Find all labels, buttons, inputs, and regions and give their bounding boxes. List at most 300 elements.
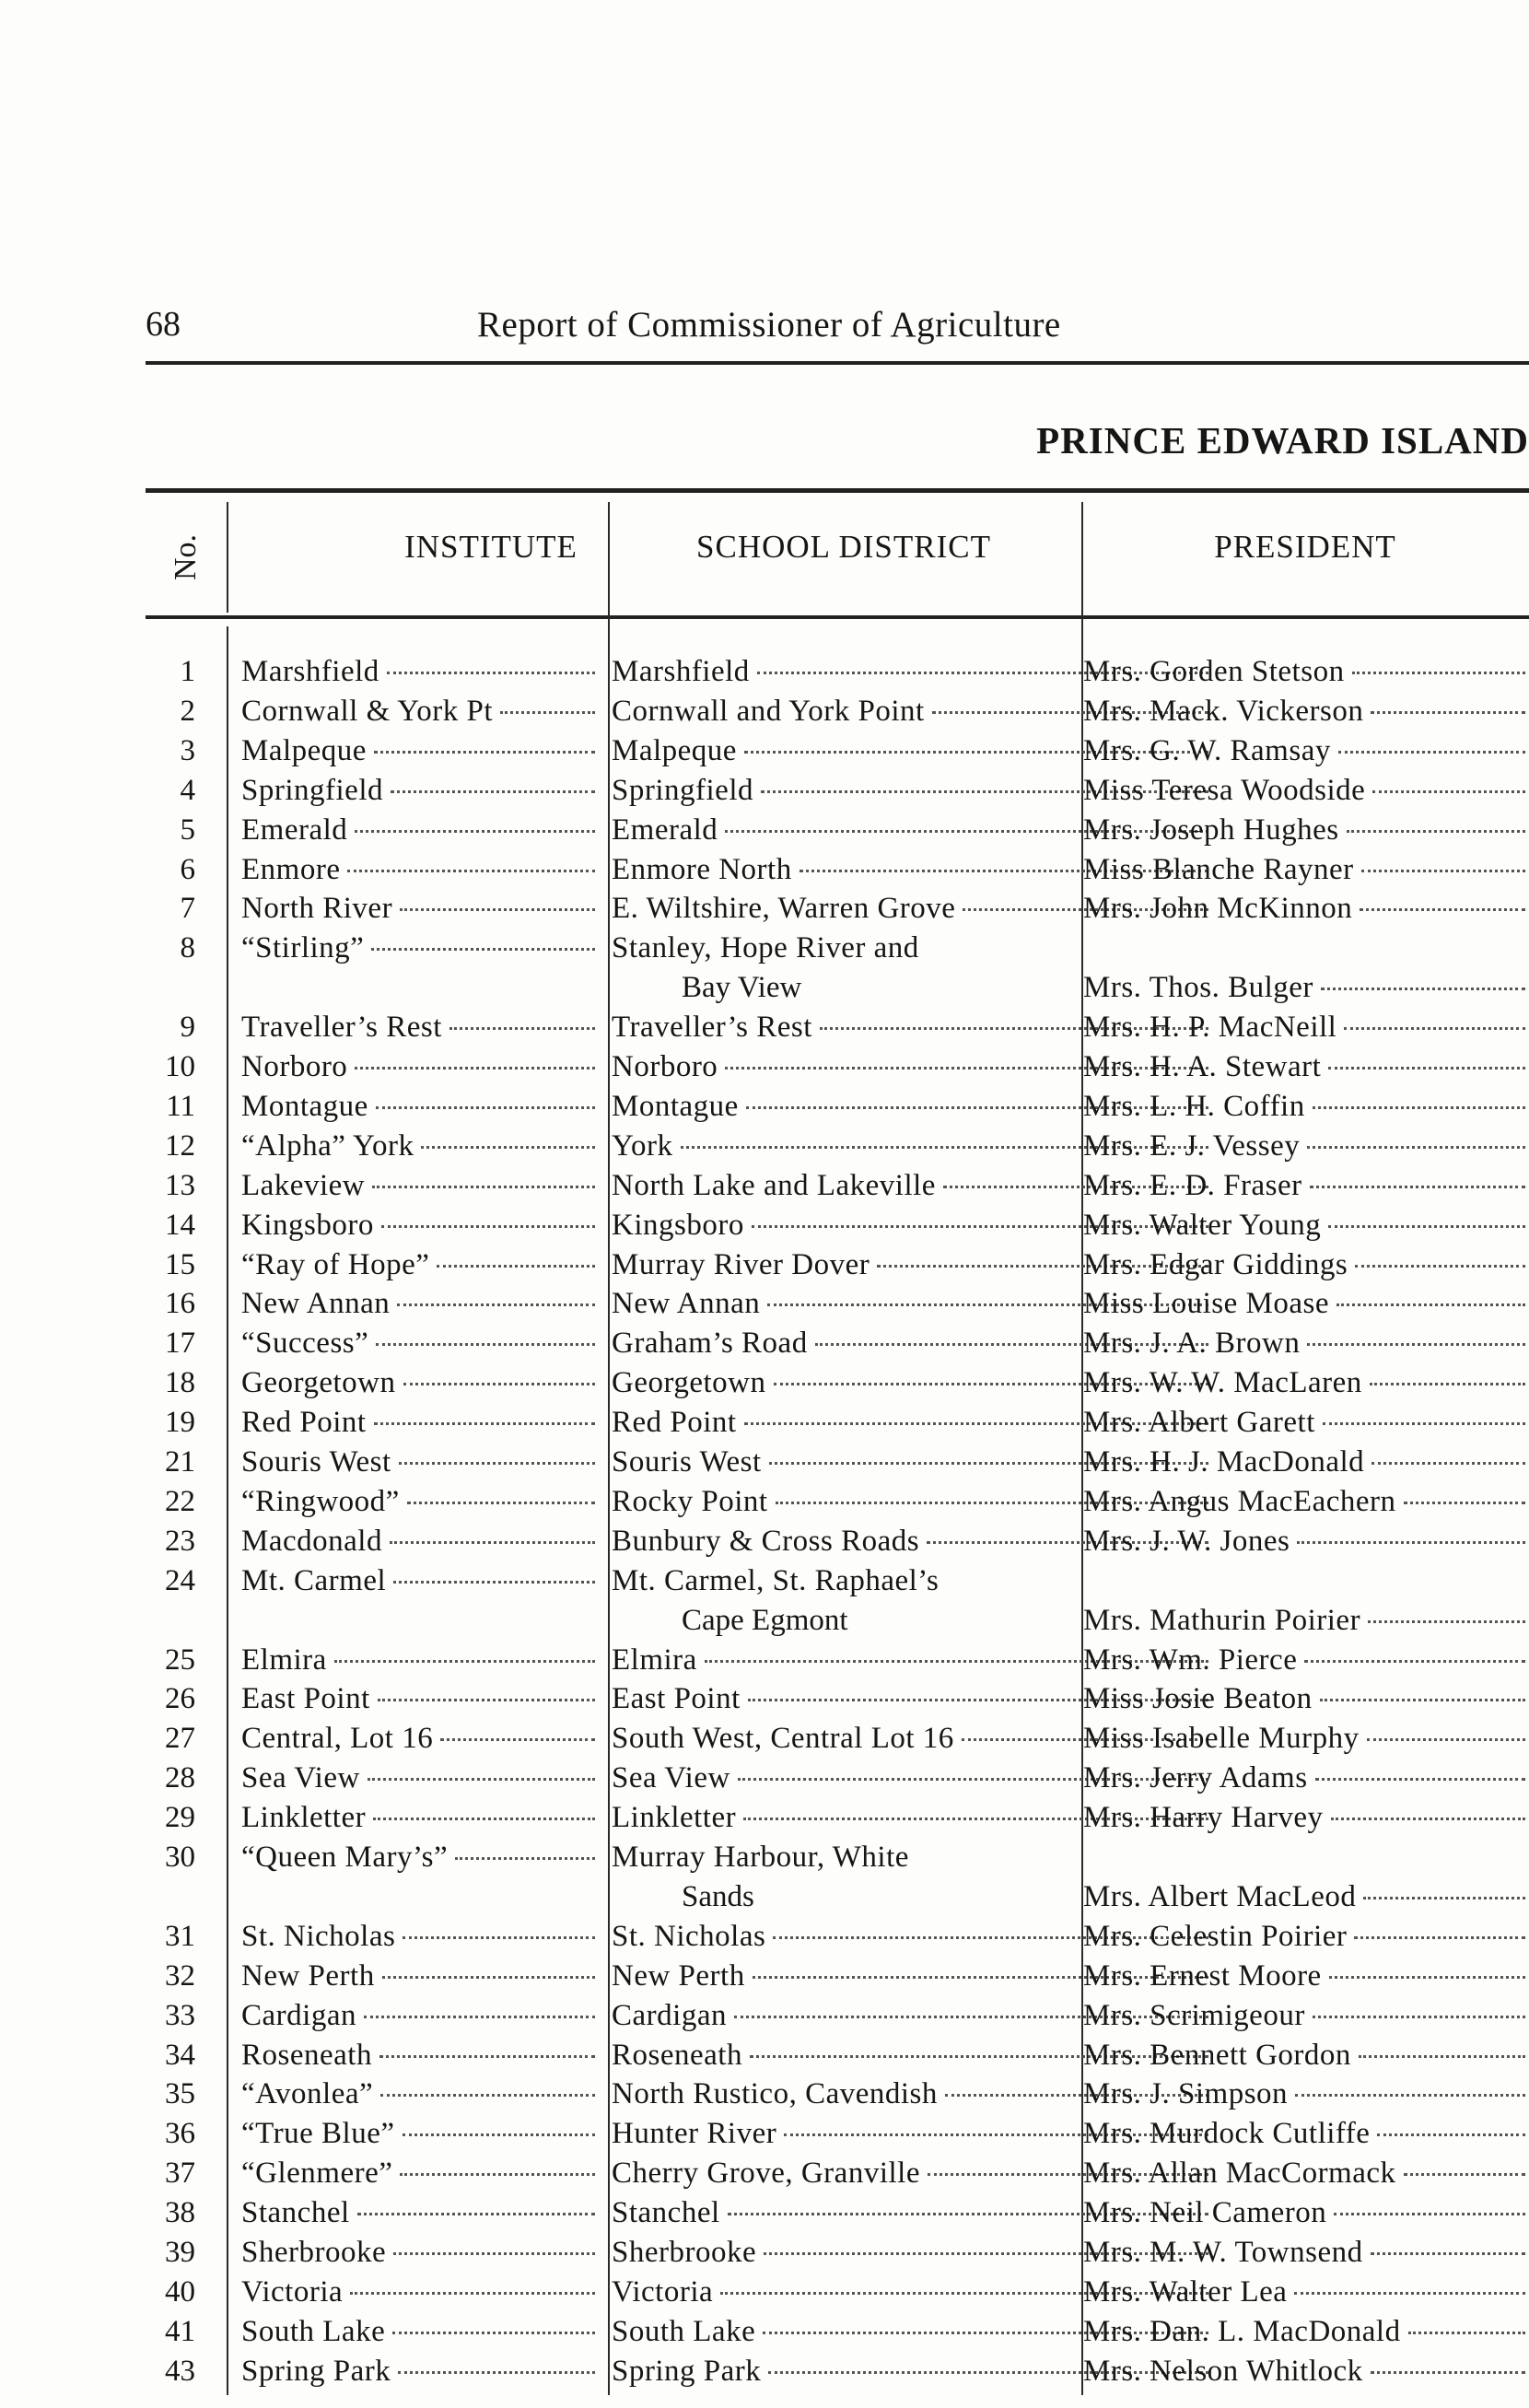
institute-cell bbox=[241, 1798, 599, 1837]
president-name: Mrs. W. W. MacLaren bbox=[1083, 1366, 1362, 1400]
row-number: 33 bbox=[165, 1998, 195, 2032]
president-name: Mrs. Ernest Moore bbox=[1083, 1958, 1322, 1993]
row-number: 2 bbox=[180, 694, 195, 728]
institute-name: “Ray of Hope” bbox=[241, 1247, 430, 1281]
leader-dots bbox=[1408, 2332, 1525, 2334]
institute-name: Cardigan bbox=[241, 1998, 356, 2032]
institute-name: Roseneath bbox=[241, 2038, 372, 2072]
leader-dots bbox=[371, 948, 595, 951]
leader-dots bbox=[379, 2055, 595, 2058]
institute-name: “Stirling” bbox=[241, 931, 365, 965]
leader-dots bbox=[1371, 711, 1525, 714]
leader-dots bbox=[440, 1738, 595, 1741]
president-name: Mrs. J. Simpson bbox=[1083, 2077, 1289, 2111]
institute-cell bbox=[241, 1008, 599, 1046]
president-name: Mrs. Joseph Hughes bbox=[1083, 812, 1339, 847]
school-district-name: Marshfield bbox=[612, 655, 750, 688]
column-divider bbox=[227, 626, 228, 2395]
institute-cell bbox=[241, 1324, 599, 1362]
president-cell bbox=[1083, 968, 1529, 1007]
president-name: Mrs. E. D. Fraser bbox=[1083, 1168, 1302, 1202]
leader-dots bbox=[368, 1778, 595, 1781]
leader-dots bbox=[1315, 1778, 1525, 1781]
school-district-name: Cornwall and York Point bbox=[612, 694, 925, 728]
leader-dots bbox=[403, 2133, 595, 2136]
school-district-name: Cardigan bbox=[612, 1998, 727, 2032]
running-title: Report of Commissioner of Agriculture bbox=[477, 305, 1061, 345]
institute-name: Kingsboro bbox=[241, 1208, 374, 1242]
institute-name: Lakeview bbox=[241, 1168, 366, 1202]
institute-name: Mt. Carmel bbox=[241, 1563, 387, 1597]
institute-name: East Point bbox=[241, 1682, 370, 1716]
institute-cell bbox=[241, 1363, 599, 1402]
leader-dots bbox=[1371, 2371, 1525, 2374]
school-district-cell bbox=[612, 1561, 1212, 1600]
president-cell bbox=[1083, 2114, 1529, 2153]
row-number: 19 bbox=[165, 1406, 195, 1440]
president-name: Mrs. Edgar Giddings bbox=[1083, 1247, 1348, 1281]
institute-cell bbox=[241, 2154, 599, 2192]
institute-cell bbox=[241, 2233, 599, 2272]
president-cell bbox=[1083, 1957, 1529, 1995]
president-cell bbox=[1083, 731, 1529, 770]
institute-name: New Perth bbox=[241, 1958, 375, 1993]
institute-cell bbox=[241, 1127, 599, 1165]
institute-name: Georgetown bbox=[241, 1366, 396, 1400]
school-district-name: Springfield bbox=[612, 773, 753, 807]
school-district-name: Traveller’s Rest bbox=[612, 1011, 812, 1045]
leader-dots bbox=[397, 1303, 595, 1306]
institute-name: North River bbox=[241, 892, 393, 926]
leader-dots bbox=[1372, 790, 1525, 793]
president-name: Mrs. Mathurin Poirier bbox=[1083, 1603, 1361, 1637]
row-number: 25 bbox=[165, 1642, 195, 1677]
row-number: 39 bbox=[165, 2236, 195, 2269]
president-cell bbox=[1083, 2193, 1529, 2232]
president-name: Mrs. L. H. Coffin bbox=[1083, 1089, 1305, 1123]
president-cell bbox=[1083, 1522, 1529, 1561]
leader-dots bbox=[1295, 2094, 1525, 2097]
president-cell bbox=[1083, 1284, 1529, 1323]
school-district-name: North Lake and Lakeville bbox=[612, 1168, 936, 1202]
president-name: Mrs. Allan MacCormack bbox=[1083, 2157, 1396, 2191]
president-cell bbox=[1083, 1601, 1529, 1640]
institute-name: “True Blue” bbox=[241, 2117, 395, 2151]
leader-dots bbox=[355, 830, 595, 833]
row-number: 32 bbox=[165, 1958, 195, 1993]
school-district-name: Linkletter bbox=[612, 1801, 737, 1835]
school-district-name: Hunter River bbox=[612, 2117, 777, 2151]
school-district-name: South Lake bbox=[612, 2314, 756, 2348]
row-number: 15 bbox=[165, 1247, 195, 1281]
institute-name: “Avonlea” bbox=[241, 2077, 374, 2111]
column-divider bbox=[227, 502, 228, 613]
president-name: Mrs. Albert Garett bbox=[1083, 1406, 1315, 1440]
institute-name: Souris West bbox=[241, 1445, 391, 1479]
president-name: Mrs. Harry Harvey bbox=[1083, 1801, 1324, 1835]
school-district-name: Graham’s Road bbox=[612, 1327, 808, 1361]
president-cell bbox=[1083, 652, 1529, 691]
institute-name: “Ringwood” bbox=[241, 1484, 400, 1518]
leader-dots bbox=[372, 1186, 595, 1188]
institute-cell bbox=[241, 2352, 599, 2390]
leader-dots bbox=[1352, 672, 1525, 674]
column-header-institute: INSTITUTE bbox=[404, 529, 578, 565]
institute-name: Malpeque bbox=[241, 733, 367, 767]
president-cell bbox=[1083, 2312, 1529, 2351]
president-cell bbox=[1083, 692, 1529, 731]
president-cell bbox=[1083, 889, 1529, 928]
leader-dots bbox=[393, 1581, 595, 1584]
institute-name: Stanchel bbox=[241, 2196, 350, 2230]
institute-cell bbox=[241, 2036, 599, 2075]
leader-dots bbox=[1323, 1422, 1525, 1425]
row-number: 30 bbox=[165, 1841, 195, 1874]
leader-dots bbox=[347, 870, 595, 872]
president-name: Mrs. Nelson Whitlock bbox=[1083, 2354, 1363, 2388]
school-district-name: Mt. Carmel, St. Raphael’s bbox=[612, 1563, 940, 1597]
president-name: Mrs. M. W. Townsend bbox=[1083, 2236, 1363, 2269]
institute-name: Red Point bbox=[241, 1406, 367, 1440]
row-number: 37 bbox=[165, 2157, 195, 2191]
institute-cell bbox=[241, 1957, 599, 1995]
school-district-name: Georgetown bbox=[612, 1366, 766, 1400]
president-cell bbox=[1083, 1759, 1529, 1797]
president-cell bbox=[1083, 1877, 1529, 1916]
school-district-name: Sands bbox=[682, 1879, 754, 1913]
leader-dots bbox=[403, 1383, 595, 1385]
row-number: 29 bbox=[165, 1801, 195, 1835]
leader-dots bbox=[1328, 1067, 1525, 1070]
leader-dots bbox=[357, 2213, 595, 2215]
institute-name: St. Nicholas bbox=[241, 1919, 396, 1953]
president-cell bbox=[1083, 2036, 1529, 2075]
president-cell bbox=[1083, 1719, 1529, 1758]
president-name: Mrs. Walter Young bbox=[1083, 1208, 1322, 1242]
row-number: 36 bbox=[165, 2117, 195, 2151]
row-number: 1 bbox=[180, 655, 195, 688]
leader-dots bbox=[1321, 988, 1525, 990]
school-district-name: Souris West bbox=[612, 1445, 762, 1479]
row-number: 3 bbox=[180, 733, 195, 767]
row-number: 27 bbox=[165, 1722, 195, 1756]
president-name: Mrs. Scrimigeour bbox=[1083, 1998, 1305, 2032]
school-district-name: Kingsboro bbox=[612, 1208, 744, 1242]
leader-dots bbox=[391, 790, 595, 793]
institute-name: Norboro bbox=[241, 1050, 348, 1083]
institute-name: Linkletter bbox=[241, 1801, 367, 1835]
school-district-name: E. Wiltshire, Warren Grove bbox=[612, 892, 956, 926]
president-cell bbox=[1083, 1482, 1529, 1521]
school-district-name: Roseneath bbox=[612, 2038, 742, 2072]
president-cell bbox=[1083, 1917, 1529, 1956]
row-number: 43 bbox=[165, 2354, 195, 2388]
row-number: 22 bbox=[165, 1484, 195, 1518]
institute-name: “Queen Mary’s” bbox=[241, 1841, 449, 1874]
row-number: 8 bbox=[180, 931, 195, 965]
institute-name: Enmore bbox=[241, 852, 341, 886]
leader-dots bbox=[374, 751, 595, 754]
institute-cell bbox=[241, 1245, 599, 1284]
school-district-name: South West, Central Lot 16 bbox=[612, 1722, 954, 1756]
school-district-name: Emerald bbox=[612, 812, 718, 847]
table-header bbox=[146, 497, 1529, 613]
institute-cell bbox=[241, 2075, 599, 2113]
institute-cell bbox=[241, 1284, 599, 1323]
leader-dots bbox=[1368, 1620, 1525, 1623]
president-cell bbox=[1083, 2154, 1529, 2192]
row-number: 34 bbox=[165, 2038, 195, 2072]
leader-dots bbox=[1359, 2055, 1525, 2058]
school-district-name: St. Nicholas bbox=[612, 1919, 766, 1953]
row-number: 21 bbox=[165, 1445, 195, 1479]
institute-cell bbox=[241, 1561, 599, 1600]
leader-dots bbox=[355, 1067, 595, 1070]
institute-cell bbox=[241, 1087, 599, 1126]
president-cell bbox=[1083, 1166, 1529, 1205]
column-divider bbox=[608, 502, 610, 2395]
president-name: Miss Isabelle Murphy bbox=[1083, 1722, 1360, 1756]
school-district-name: Bay View bbox=[682, 971, 802, 1005]
leader-dots bbox=[392, 2332, 595, 2334]
institute-cell bbox=[241, 731, 599, 770]
institute-name: Elmira bbox=[241, 1642, 327, 1677]
leader-dots bbox=[449, 1027, 595, 1030]
institute-cell bbox=[241, 1403, 599, 1442]
institute-name: Cornwall & York Pt bbox=[241, 694, 494, 728]
institute-cell bbox=[241, 1443, 599, 1481]
leader-dots bbox=[1371, 2252, 1525, 2255]
leader-dots bbox=[1313, 1106, 1525, 1109]
leader-dots bbox=[374, 1422, 595, 1425]
leader-dots bbox=[1307, 1146, 1525, 1149]
institute-name: Montague bbox=[241, 1089, 368, 1123]
president-cell bbox=[1083, 1047, 1529, 1086]
leader-dots bbox=[399, 1462, 595, 1465]
leader-dots bbox=[1320, 1699, 1525, 1701]
leader-dots bbox=[407, 1502, 595, 1504]
school-district-name: New Perth bbox=[612, 1958, 745, 1993]
institute-cell bbox=[241, 1759, 599, 1797]
leader-dots bbox=[398, 2371, 595, 2374]
institute-name: Sea View bbox=[241, 1761, 360, 1795]
institute-name: New Annan bbox=[241, 1287, 391, 1321]
row-number: 4 bbox=[180, 773, 195, 807]
president-cell bbox=[1083, 771, 1529, 810]
president-cell bbox=[1083, 1403, 1529, 1442]
leader-dots bbox=[1331, 1818, 1526, 1820]
president-name: Mrs. Murdock Cutliffe bbox=[1083, 2117, 1371, 2151]
page-number: 68 bbox=[146, 305, 181, 344]
institute-name: Sherbrooke bbox=[241, 2236, 387, 2269]
school-district-name: Malpeque bbox=[612, 733, 737, 767]
row-number: 23 bbox=[165, 1524, 195, 1558]
leader-dots bbox=[1313, 2016, 1525, 2018]
institute-name: Springfield bbox=[241, 773, 383, 807]
leader-dots bbox=[350, 2292, 595, 2295]
school-district-name: Victoria bbox=[612, 2274, 714, 2309]
institute-name: South Lake bbox=[241, 2314, 386, 2348]
school-district-name: Sea View bbox=[612, 1761, 730, 1795]
president-name: Mrs. J. W. Jones bbox=[1083, 1524, 1290, 1558]
president-cell bbox=[1083, 2233, 1529, 2272]
row-number: 18 bbox=[165, 1366, 195, 1400]
president-name: Mrs. Jerry Adams bbox=[1083, 1761, 1308, 1795]
president-cell bbox=[1083, 811, 1529, 849]
school-district-name: North Rustico, Cavendish bbox=[612, 2077, 938, 2111]
institute-cell bbox=[241, 652, 599, 691]
president-name: Miss Louise Moase bbox=[1083, 1287, 1329, 1321]
leader-dots bbox=[382, 1976, 595, 1979]
school-district-cell bbox=[612, 929, 1212, 967]
school-district-name: Cherry Grove, Granville bbox=[612, 2157, 920, 2191]
leader-dots bbox=[1355, 1265, 1525, 1268]
leader-dots bbox=[1367, 1738, 1525, 1741]
table-header-rule bbox=[146, 615, 1529, 619]
school-district-name: Elmira bbox=[612, 1642, 697, 1677]
president-cell bbox=[1083, 1996, 1529, 2035]
president-name: Mrs. Albert MacLeod bbox=[1083, 1879, 1357, 1913]
school-district-name: Cape Egmont bbox=[682, 1603, 848, 1637]
leader-dots bbox=[1360, 908, 1525, 911]
school-district-name: York bbox=[612, 1128, 673, 1163]
leader-dots bbox=[373, 1818, 595, 1820]
institute-name: Marshfield bbox=[241, 655, 379, 688]
president-name: Mrs. H. J. MacDonald bbox=[1083, 1445, 1365, 1479]
row-number: 10 bbox=[165, 1050, 195, 1083]
row-number: 16 bbox=[165, 1287, 195, 1321]
row-number: 40 bbox=[165, 2274, 195, 2309]
school-district-name: Red Point bbox=[612, 1406, 737, 1440]
leader-dots bbox=[1363, 1897, 1525, 1900]
president-name: Miss Blanche Rayner bbox=[1083, 852, 1354, 886]
row-number: 24 bbox=[165, 1563, 195, 1597]
leader-dots bbox=[1404, 2173, 1525, 2176]
school-district-name: Stanchel bbox=[612, 2196, 720, 2230]
leader-dots bbox=[1377, 2133, 1525, 2136]
row-number: 5 bbox=[180, 812, 195, 847]
president-cell bbox=[1083, 2273, 1529, 2311]
leader-dots bbox=[393, 2252, 595, 2255]
president-cell bbox=[1083, 1679, 1529, 1718]
institute-cell bbox=[241, 1522, 599, 1561]
institute-cell bbox=[241, 811, 599, 849]
school-district-name: East Point bbox=[612, 1682, 741, 1716]
row-number: 28 bbox=[165, 1761, 195, 1795]
institute-name: “Glenmere” bbox=[241, 2157, 393, 2191]
leader-dots bbox=[437, 1265, 595, 1268]
institute-name: “Success” bbox=[241, 1327, 369, 1361]
leader-dots bbox=[364, 2016, 595, 2018]
president-name: Mrs. Gorden Stetson bbox=[1083, 655, 1345, 688]
school-district-name: Bunbury & Cross Roads bbox=[612, 1524, 920, 1558]
president-name: Miss Josie Beaton bbox=[1083, 1682, 1313, 1716]
leader-dots bbox=[455, 1857, 595, 1860]
leader-dots bbox=[390, 1541, 595, 1544]
table-top-rule bbox=[146, 488, 1529, 493]
president-name: Mrs. J. A. Brown bbox=[1083, 1327, 1301, 1361]
institute-cell bbox=[241, 1719, 599, 1758]
school-district-name: Spring Park bbox=[612, 2354, 762, 2388]
president-name: Mrs. G. W. Ramsay bbox=[1083, 733, 1331, 767]
president-name: Mrs. Thos. Bulger bbox=[1083, 971, 1313, 1005]
leader-dots bbox=[400, 908, 595, 911]
president-cell bbox=[1083, 2352, 1529, 2390]
row-number: 14 bbox=[165, 1208, 195, 1242]
leader-dots bbox=[1338, 751, 1525, 754]
leader-dots bbox=[1328, 1225, 1525, 1228]
column-header-president: PRESIDENT bbox=[1214, 529, 1396, 565]
institute-cell bbox=[241, 929, 599, 967]
president-cell bbox=[1083, 1641, 1529, 1679]
row-number: 6 bbox=[180, 852, 195, 886]
institute-cell bbox=[241, 850, 599, 889]
president-name: Mrs. E. J. Vessey bbox=[1083, 1128, 1301, 1163]
leader-dots bbox=[1336, 1303, 1525, 1306]
institute-cell bbox=[241, 771, 599, 810]
president-cell bbox=[1083, 1324, 1529, 1362]
leader-dots bbox=[1370, 1383, 1525, 1385]
row-number: 13 bbox=[165, 1168, 195, 1202]
leader-dots bbox=[1371, 1462, 1525, 1465]
school-district-name: Stanley, Hope River and bbox=[612, 931, 919, 965]
leader-dots bbox=[421, 1146, 595, 1149]
institute-cell bbox=[241, 2312, 599, 2351]
leader-dots bbox=[380, 2094, 595, 2097]
leader-dots bbox=[376, 1106, 595, 1109]
president-name: Mrs. H. P. MacNeill bbox=[1083, 1011, 1337, 1045]
president-name: Mrs. John McKinnon bbox=[1083, 892, 1353, 926]
row-number: 11 bbox=[166, 1089, 195, 1123]
president-name: Mrs. Walter Lea bbox=[1083, 2274, 1288, 2309]
row-number: 38 bbox=[165, 2196, 195, 2230]
row-number: 35 bbox=[165, 2077, 195, 2111]
leader-dots bbox=[400, 2173, 595, 2176]
school-district-name: Rocky Point bbox=[612, 1484, 768, 1518]
institute-cell bbox=[241, 889, 599, 928]
column-header-no: No. bbox=[169, 533, 203, 581]
leader-dots bbox=[1304, 1660, 1525, 1663]
leader-dots bbox=[500, 711, 595, 714]
leader-dots bbox=[1344, 1027, 1525, 1030]
institute-cell bbox=[241, 1166, 599, 1205]
school-district-name: Enmore North bbox=[612, 852, 792, 886]
institute-cell bbox=[241, 1679, 599, 1718]
president-name: Mrs. Mack. Vickerson bbox=[1083, 694, 1364, 728]
president-cell bbox=[1083, 1245, 1529, 1284]
leader-dots bbox=[378, 1699, 595, 1701]
institute-cell bbox=[241, 2114, 599, 2153]
institute-cell bbox=[241, 1482, 599, 1521]
institute-name: Spring Park bbox=[241, 2354, 391, 2388]
president-cell bbox=[1083, 2075, 1529, 2113]
institute-cell bbox=[241, 1917, 599, 1956]
leader-dots bbox=[1347, 830, 1525, 833]
institute-cell bbox=[241, 2273, 599, 2311]
row-number: 7 bbox=[180, 892, 195, 926]
leader-dots bbox=[1334, 2213, 1525, 2215]
institute-name: “Alpha” York bbox=[241, 1128, 414, 1163]
leader-dots bbox=[1354, 1936, 1525, 1939]
school-district-name: Norboro bbox=[612, 1050, 718, 1083]
president-name: Miss Teresa Woodside bbox=[1083, 773, 1366, 807]
column-header-school-district: SCHOOL DISTRICT bbox=[696, 529, 991, 565]
leader-dots bbox=[376, 1343, 595, 1346]
leader-dots bbox=[387, 672, 595, 674]
leader-dots bbox=[403, 1936, 595, 1939]
leader-dots bbox=[1310, 1186, 1525, 1188]
institute-name: Traveller’s Rest bbox=[241, 1011, 442, 1045]
